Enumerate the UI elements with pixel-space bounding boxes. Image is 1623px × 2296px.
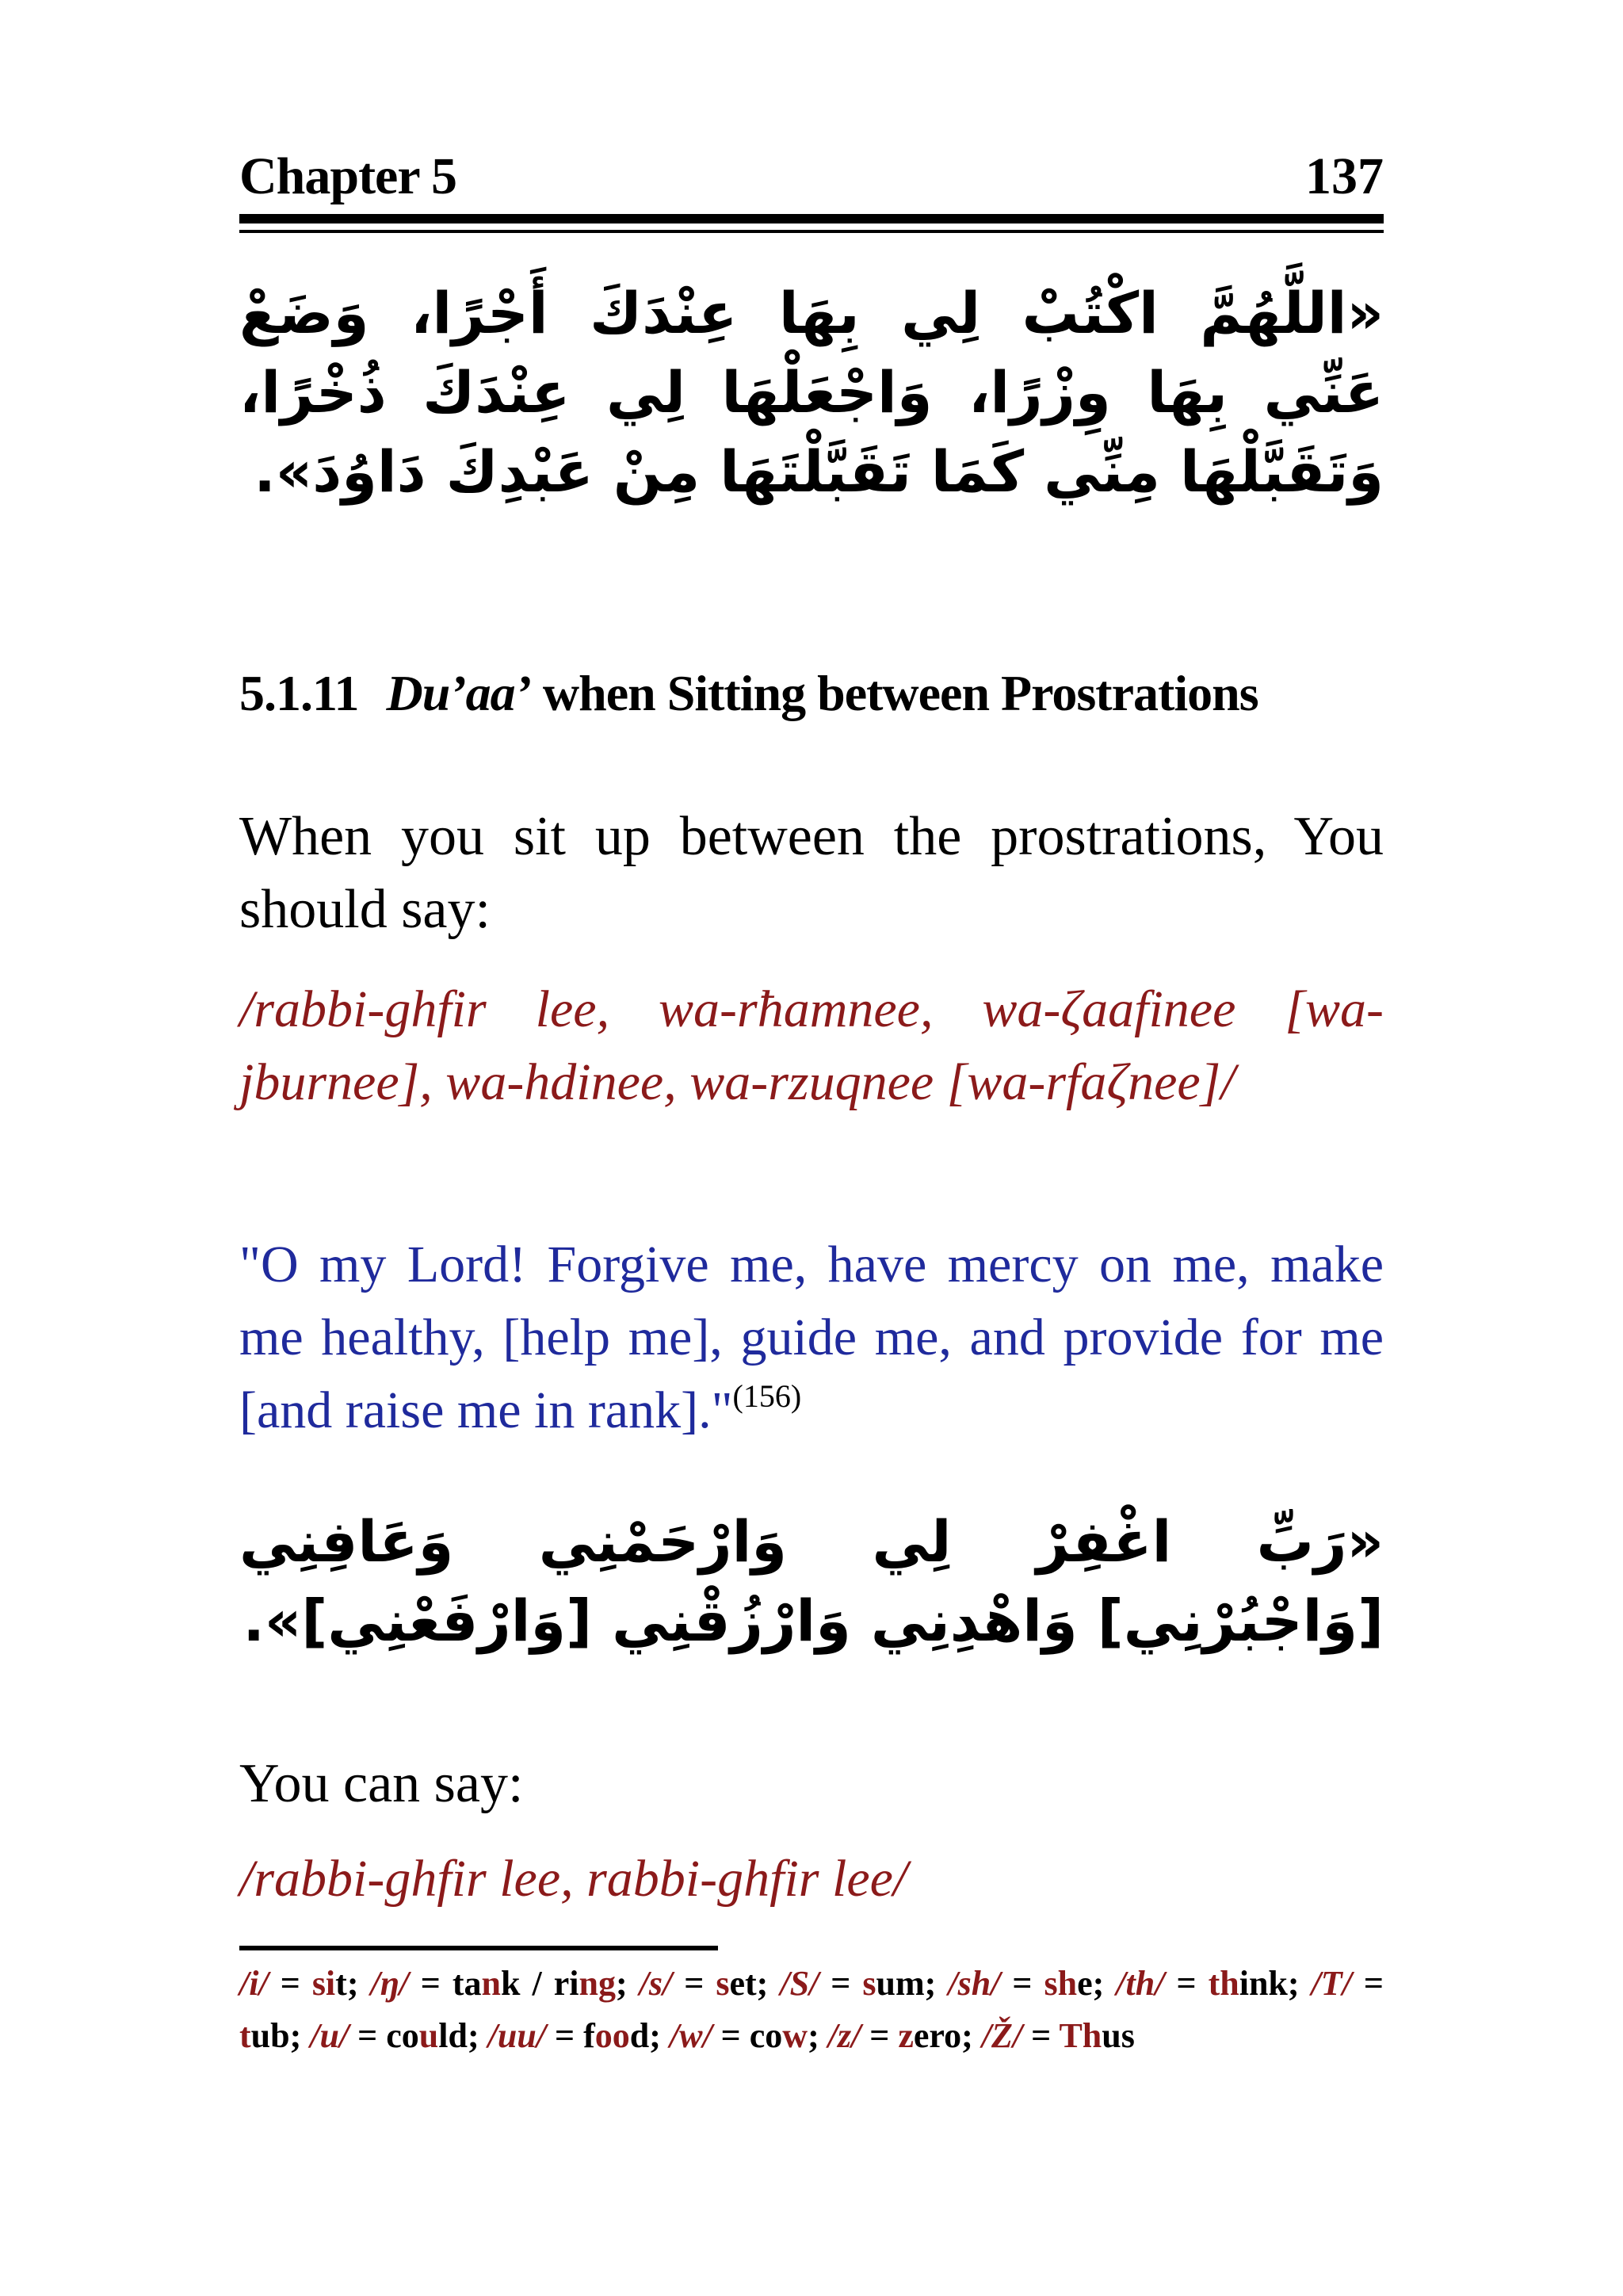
footnote-entry — [1116, 1964, 1311, 2003]
footnote-symbol: /uu/ — [487, 2016, 547, 2055]
footnote-symbol: /S/ — [780, 1964, 819, 2003]
footnote-example-post: us — [1102, 2016, 1135, 2055]
footnote-example-post: t; — [335, 1964, 371, 2003]
translation-paragraph — [239, 1228, 1384, 1447]
footnote-example-post: ero; — [913, 2016, 982, 2055]
footnote-equals: = — [819, 1964, 863, 2003]
footnote-entry — [982, 2016, 1135, 2055]
footnote-entry — [828, 2016, 982, 2055]
footnote-equals: = — [408, 1964, 453, 2003]
footnote-symbol: /z/ — [827, 2016, 861, 2055]
footnote-equals: = — [861, 2016, 899, 2055]
footnote-equals: = — [1022, 2016, 1060, 2055]
intro-paragraph: When you sit up between the prostrations, You should say: — [239, 806, 1384, 940]
footnote-example-post: et; — [729, 1964, 781, 2003]
footnote-example-post: um; — [876, 1964, 949, 2003]
footnote-example-post: ; — [615, 1964, 640, 2003]
footnote-entry — [371, 1964, 579, 2003]
footnote-example-highlight: sh — [1044, 1964, 1078, 2003]
arabic-supplication-1: «اللَّهُمَّ اكْتُبْ لِي بِهَا عِنْدَكَ أَجْرًا، وَضَعْ عَنِّي بِهَا وِزْرًا، وَاجْعَلْهَا لِي عِنْدَكَ ذُخْرًا، وَتَقَبَّلْهَا مِنِّي كَمَا تَقَبَّلْتَهَا مِنْ عَبْدِكَ دَاوُدَ». — [239, 280, 1384, 505]
footnote-example-post: e; — [1077, 1964, 1117, 2003]
footnote-example-highlight: n — [481, 1964, 501, 2003]
footnote-example-highlight: s — [862, 1964, 876, 2003]
footnote-example-highlight: si — [311, 1964, 336, 2003]
footnote-equals: = — [546, 2016, 584, 2055]
footnote-equals: = — [268, 1964, 312, 2003]
footnote-symbol: /u/ — [310, 2016, 349, 2055]
footnote-example-pre: ta — [452, 1964, 482, 2003]
body-paragraph-2: You can say: — [239, 1753, 524, 1814]
footnote-example-highlight: th — [1208, 1964, 1239, 2003]
footnote-example-highlight: w — [782, 2016, 808, 2055]
footnote-equals: = — [712, 2016, 750, 2055]
footnote-entry — [948, 1964, 1116, 2003]
footnote-entry — [780, 1964, 948, 2003]
footnote-symbol: /sh/ — [948, 1964, 1001, 2003]
footnote-entry — [488, 2016, 670, 2055]
footnote-entry — [310, 2016, 487, 2055]
section-title-rest: when Sitting between Prostrations — [542, 665, 1258, 721]
section-heading — [239, 658, 1384, 729]
footnote-symbol: /w/ — [669, 2016, 712, 2055]
footnote-example-highlight: t — [239, 2016, 251, 2055]
footnote-entry — [640, 1964, 781, 2003]
footnote-symbol: /Ž/ — [981, 2016, 1023, 2055]
footnote-symbol: /T/ — [1311, 1964, 1352, 2003]
footnote-example-pre: co — [749, 2016, 783, 2055]
footnote-reference: (156) — [732, 1378, 802, 1414]
page-number: 137 — [1305, 147, 1384, 205]
footnote-symbol: /ŋ/ — [370, 1964, 409, 2003]
transliteration-2: /rabbi-ghfir lee, rabbi-ghfir lee/ — [239, 1850, 908, 1908]
footnote-symbol: /th/ — [1116, 1964, 1165, 2003]
footnote-example-highlight: z — [898, 2016, 914, 2055]
footnote-entry — [670, 2016, 828, 2055]
footnote-equals: = — [1351, 1964, 1384, 2003]
footnote-symbol: /s/ — [639, 1964, 673, 2003]
footnote-example-highlight: oo — [594, 2016, 630, 2055]
section-number: 5.1.11 — [239, 665, 359, 721]
footnote-example-pre: f — [583, 2016, 595, 2055]
header-rule-thin — [239, 230, 1384, 233]
footnote-example-highlight: u — [418, 2016, 439, 2055]
header-rule-thick — [239, 214, 1384, 223]
footnote-example-pre: co — [386, 2016, 419, 2055]
footnote-example-post: ink; — [1239, 1964, 1312, 2003]
footnote-example-highlight: Th — [1059, 2016, 1102, 2055]
footnote-example-highlight: s — [716, 1964, 730, 2003]
pronunciation-footnote — [239, 1958, 1384, 2062]
section-title-italic: Du’aa’ — [386, 665, 531, 721]
chapter-title: Chapter 5 — [239, 147, 456, 205]
footnote-entry — [579, 1964, 640, 2003]
translation-text: "O my Lord! Forgive me, have mercy on me, make me healthy, [help me], guide me, and provide for me [and raise me in rank]." — [239, 1236, 1384, 1439]
footnote-equals: = — [1164, 1964, 1209, 2003]
footnote-equals: = — [349, 2016, 387, 2055]
footnote-equals: = — [672, 1964, 716, 2003]
page-header — [239, 147, 1384, 210]
footnote-entry — [239, 1964, 371, 2003]
footnote-example-post: ld; — [438, 2016, 488, 2055]
transliteration-1: /rabbi-ghfir lee, wa-rħamnee, wa-ζaafinee [wa-jburnee], wa-hdinee, wa-rzuqnee [wa-rfaζnee]/ — [239, 980, 1384, 1111]
footnote-symbol: /i/ — [239, 1964, 269, 2003]
footnote-rule — [239, 1946, 718, 1950]
footnote-example-post: ub; — [250, 2016, 311, 2055]
footnote-example-post: k / ri — [501, 1964, 579, 2003]
footnote-example-post: ; — [808, 2016, 828, 2055]
arabic-supplication-2: «رَبِّ اغْفِرْ لِي وَارْحَمْنِي وَعَافِنِي [وَاجْبُرْنِي] وَاهْدِنِي وَارْزُقْنِي [وَارْفَعْنِي]». — [239, 1508, 1384, 1654]
footnote-example-post: d; — [629, 2016, 670, 2055]
footnote-example-highlight: ng — [579, 1964, 616, 2003]
footnote-equals: = — [1000, 1964, 1044, 2003]
